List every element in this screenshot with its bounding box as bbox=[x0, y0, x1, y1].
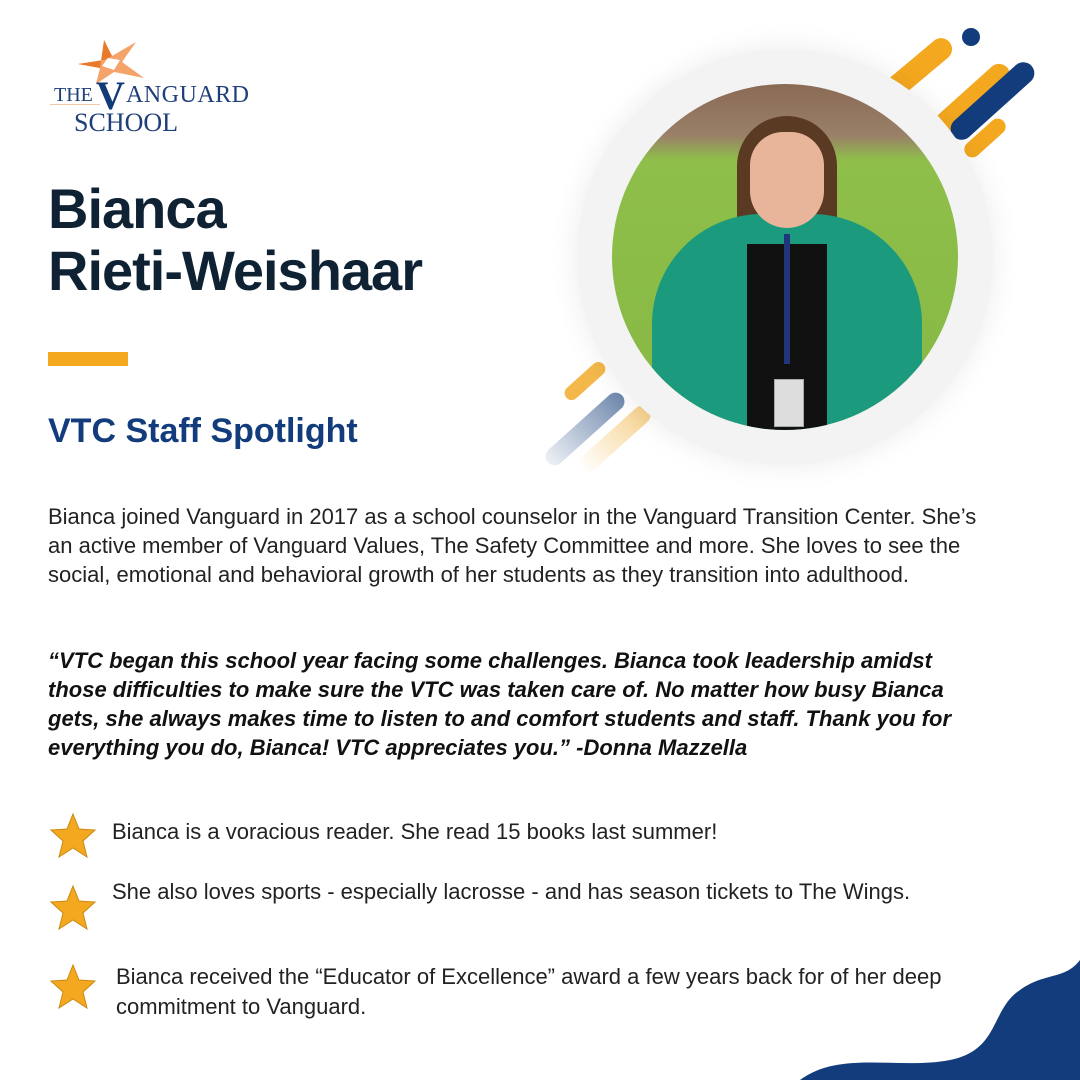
quote-paragraph: “VTC began this school year facing some challenges. Bianca took leadership amidst those difficulties to make sure the VTC was taken care of. No matter how busy Bianca gets, she always makes time to listen to and comfort students and staff. Thank you for everything you do, Bianca! VTC appreciates you.” -Donna Mazzella bbox=[48, 648, 952, 760]
logo-the: THE bbox=[54, 84, 93, 106]
subtitle: VTC Staff Spotlight bbox=[48, 412, 358, 450]
logo-v: V bbox=[96, 73, 125, 118]
name-line-1: Bianca bbox=[48, 177, 226, 240]
fact-item bbox=[48, 877, 988, 933]
deco-dot bbox=[962, 28, 980, 46]
school-logo bbox=[48, 38, 268, 138]
star-icon bbox=[48, 883, 98, 933]
fact-text: Bianca received the “Educator of Excellence” award a few years back for of her deep commitment to Vanguard. bbox=[116, 964, 942, 1019]
star-icon bbox=[48, 962, 98, 1012]
staff-photo bbox=[612, 84, 958, 430]
deco-stripe bbox=[562, 359, 609, 403]
corner-wave-shape bbox=[800, 960, 1080, 1080]
logo-school: SCHOOL bbox=[74, 108, 179, 137]
fact-text: Bianca is a voracious reader. She read 15 books last summer! bbox=[112, 819, 718, 844]
name-line-2: Rieti-Weishaar bbox=[48, 239, 422, 302]
staff-name bbox=[48, 178, 422, 302]
fact-item bbox=[48, 817, 988, 861]
fact-text: She also loves sports - especially lacrosse - and has season tickets to The Wings. bbox=[112, 879, 911, 904]
accent-bar bbox=[48, 352, 128, 366]
intro-paragraph: Bianca joined Vanguard in 2017 as a school counselor in the Vanguard Transition Center. She’s an active member of Vanguard Values, The Safety Committee and more. She loves to see the social, emotional and behavioral growth of her students as they transition into adulthood. bbox=[48, 504, 977, 587]
star-icon bbox=[48, 811, 98, 861]
logo-anguard: ANGUARD bbox=[126, 82, 250, 108]
